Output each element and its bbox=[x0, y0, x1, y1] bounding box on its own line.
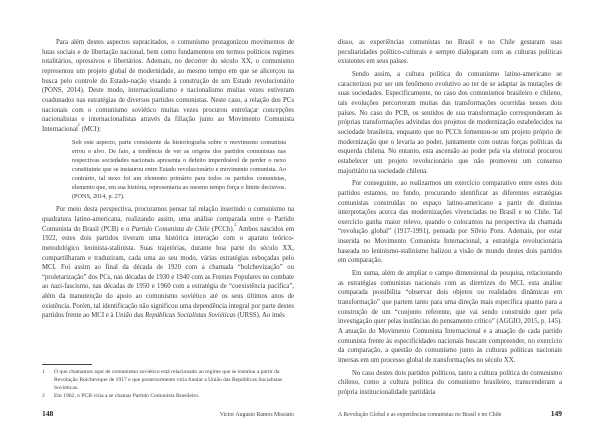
italic-term: União das Repúblicas Socialistas Soviéticas bbox=[115, 312, 236, 320]
paragraph bbox=[42, 205, 294, 321]
paragraph: Por conseguinte, ao realizarmos um exercício comparativo entre estes dois partidos estamos, no fundo, procurando identificar as diferentes estratégias comunistas construídas no espaço latino-americano a partir de distintas interpretações acerca das modernizações vivenciadas no Brasil e no Chile. Tal exercício ganha maior relevo, quando o colocamos na perspectiva da chamada “revolução global” (1917-1991), pensada por Silvio Pons. Ademais, por estar inserida no Movimento Comunista Internacional, a estratégia revolucionária baseada no leninismo-stalinismo balizou a visão de mundo destes dois partidos em comparação. bbox=[338, 180, 562, 265]
running-head: Victor Augusto Ramos Missiato bbox=[219, 411, 294, 418]
right-page bbox=[300, 0, 600, 440]
paragraph-text: (URSS). Ao imés bbox=[235, 312, 285, 320]
italic-term: Partido Comunista de Chile bbox=[131, 225, 210, 233]
footnote-divider bbox=[42, 364, 92, 365]
page-footer bbox=[338, 401, 562, 418]
footnote-ref[interactable]: 1 bbox=[77, 121, 80, 127]
right-text-column bbox=[338, 38, 562, 401]
footnotes bbox=[42, 368, 294, 401]
paragraph: Sendo assim, a cultura política do comunismo latino-americano se caracterizou por ser um fenômeno evolutivo ao ter de se adaptar às mutações de suas sociedades. Especificamente, no caso dos comunismos brasileiro e chileno, tais evoluções percorreram muitas das transformações ocorridas nesses dois países. No caso do PCB, os sentidos de sua transformação corresponderam às próprias transformações advindas dos projetos de modernização estabelecidos na sociedade brasileira, enquanto que no PCCh fomentou-se um projeto próprio de modernização que o levaria ao poder, juntamente com outras forças políticas da esquerda chilena. No entanto, esta ascensão ao poder pela via eleitoral procurou estabelecer um projeto revolucionário que não promoveu um consenso majoritário na sociedade chilena. bbox=[338, 70, 562, 175]
footnote bbox=[42, 392, 294, 400]
left-text-column bbox=[42, 38, 294, 324]
footnote-number: 2 bbox=[42, 393, 45, 400]
paragraph: Em suma, além de ampliar o campo dimensional da pesquisa, relacionando as estratégias comunistas nacionais com as diretrizes do MCI, esta análise comparada possibilita “observar dois objetos ou realidades dinâmicas em transformação” que partem tanto para uma direção mais específica quanto para a construção de um “conjunto referente, que vai sendo construído quer pela investigação quer pelas instâncias do pensamento crítico” (AGGIO, 2015, p. 145). A atuação do Movimento Comunista Internacional e a atuação de cada partido comunista frente às especificidades nacionais buscam compreender, no exercício da comparação, a questão do comunismo junto às culturas políticas nacionais imersas em um processo global de transformações no século XX. bbox=[338, 270, 562, 364]
paragraph-text: Para além destes aspectos supracitados, o comunismo protagonizou movimentos de lutas sociais e de libertação nacional, bem como fundamentou em termos políticos regimes totalitários, opressivos e libertários. Ademais, no decorrer do século XX, o comunismo representou um projeto global de modernidade, ao mesmo tempo em que se alicerçou na busca pelo controle do Estado-nação visando à construção de um Estado revolucionário (PONS, 2014). Deste modo, internacionalismo e nacionalismo muitas vezes estiveram coadunados nas estratégias de diversos partidos comunistas. Neste caso, a relação dos PCs nacionais com o comunismo soviético muitas vezes procurou entrelaçar concepções nacionalistas e internacionalistas através da filiação junto ao Movimento Comunista Internacional bbox=[42, 39, 294, 133]
paragraph-text: Por meio desta perspectiva, procuramos pensar tal relação inserindo o comunismo na quadratura latino-americana, realizando assim, uma análise comparada entre o Partido Comunista do Brasil (PCB) e o bbox=[42, 206, 294, 233]
paragraph: No caso destes dois partidos políticos, tanto a cultura política do comunismo chileno, como a cultura política do comunismo brasileiro, transcenderam a própria institucionalidade partidária bbox=[338, 369, 562, 396]
page-number: 148 bbox=[42, 408, 54, 418]
paragraph: disso, as experiências comunistas no Brasil e no Chile gestaram suas peculiaridades político-culturais e sempre dialogaram com as culturas políticas existentes em seus países. bbox=[338, 39, 562, 66]
footnote-text: Em 1962, o PCB viria a se chamar Partido Comunista Brasileiro. bbox=[54, 393, 200, 400]
footnote-ref[interactable]: 2 bbox=[234, 221, 237, 227]
page-footer bbox=[42, 409, 294, 418]
paragraph bbox=[42, 38, 294, 135]
paragraph-text: (MCI): bbox=[79, 125, 101, 133]
footnote-number: 1 bbox=[42, 368, 45, 375]
footnote-block bbox=[42, 356, 294, 401]
paragraph-text: (PCCh). bbox=[209, 225, 235, 233]
running-head: A Revolução Global e as experiências comunistas no Brasil e no Chile bbox=[338, 411, 502, 418]
page-number: 149 bbox=[550, 408, 562, 418]
footnote-text: O que chamamos aqui de comunismo soviético está relacionado ao regime que se instalou a partir da Revolução Bolchevique de 1917 e que posteriormente viria fundar a União das Repúblicas Socialistas Soviéticas. bbox=[54, 368, 283, 392]
footnote bbox=[42, 368, 294, 393]
paragraph-text: Ambos nascidos em 1922, estes dois partidos tiveram uma histórica interação com o aparato teórico-metodológico leninista-stalinista. Suas trajetórias, durante boa parte do século XX, compartilharam e traduziram, cada uma ao seu modo, várias estratégias esboçadas pelo MCI. Foi assim ao final da década de 1920 com a chamada “bolchevização” ou “proletarização” dos PCs, nas décadas de 1930 e 1940 com as Frentes Populares no combate ao nazi-fascismo, nas décadas de 1950 e 1960 com a estratégia de “coexistência pacífica”, além da manutenção do apoio ao comunismo soviético até os seus últimos anos de existência. Porém, tal identificação não significou uma dependência integral por parte destes partidos frente ao MCI e à bbox=[42, 225, 294, 320]
block-quote: Sob este aspecto, parte consistente da historiografia sobre o movimento comunista errou o alvo. De fato, a tendência de ver as origens dos partidos comunistas nas respectivas sociedades nacionais apresenta o defeito imperdoável de perder o nexo constituinte que se instaurou entre Estado revolucionário e movimento comunista. Ao contrário, tal nexo foi um elemento primário para todos os partidos comunistas, elemento que, em sua história, representaria ao mesmo tempo força e limite decisivos. (PONS, 2014, p. 27). bbox=[72, 138, 286, 201]
